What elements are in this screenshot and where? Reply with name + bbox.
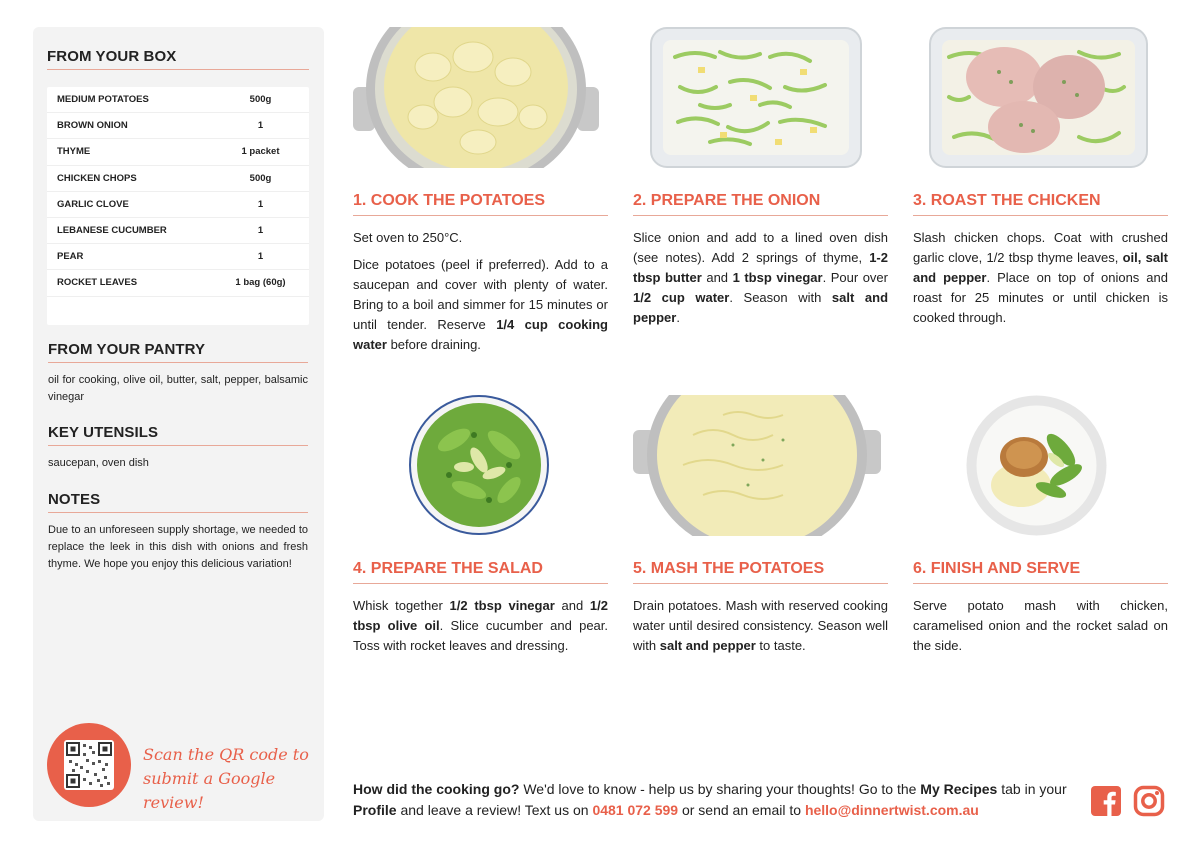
ingredient-row (47, 87, 309, 113)
ingredient-name: ROCKET LEAVES (57, 277, 138, 289)
step-paragraph (633, 228, 888, 328)
body-text: Slice onion and add to a lined oven dish (see notes). Add 2 springs of thyme, (633, 230, 888, 265)
step-4-body (353, 596, 608, 663)
step-6-title: 6. FINISH AND SERVE (913, 560, 1168, 584)
body-text: . Slice cucumber and pear. Toss with rocket leaves and dressing. (353, 618, 608, 653)
notes-text: Due to an unforeseen supply shortage, we needed to replace the leek in this dish with onions and fresh thyme. We hope you enjoy this delicious variation! (48, 524, 308, 570)
emphasis-text: 1 tbsp vinegar (732, 270, 823, 285)
step-5-title: 5. MASH THE POTATOES (633, 560, 888, 584)
step-3-image (929, 27, 1148, 168)
ingredient-name: LEBANESE CUCUMBER (57, 225, 167, 237)
emphasis-text: oil, salt and pepper (913, 250, 1168, 285)
body-text: . Pour over (822, 270, 888, 285)
body-text: Slash chicken chops. Coat with crushed garlic clove, 1/2 tbsp thyme leaves, (913, 230, 1168, 265)
pantry-text: oil for cooking, olive oil, butter, salt, pepper, balsamic vinegar (48, 374, 308, 403)
ingredient-name: CHICKEN CHOPS (57, 172, 137, 184)
step-paragraph (353, 255, 608, 355)
ingredient-name: PEAR (57, 251, 84, 263)
emphasis-text: 1/2 cup water (633, 290, 730, 305)
qr-code[interactable] (64, 740, 114, 790)
body-text: and leave a review! Text us on (396, 802, 593, 818)
ingredient-quantity: 1 packet (241, 146, 280, 158)
body-text: to taste. (755, 638, 806, 653)
ingredient-quantity: 1 bag (60g) (235, 277, 286, 289)
ingredient-quantity: 1 (257, 225, 264, 237)
emphasis-text: 1/2 tbsp vinegar (449, 598, 555, 613)
ingredient-name: THYME (57, 146, 91, 158)
step-3-title: 3. ROAST THE CHICKEN (913, 192, 1168, 216)
ingredient-name: MEDIUM POTATOES (57, 94, 149, 106)
utensils-section (48, 424, 308, 472)
body-text: before draining. (386, 337, 481, 352)
contact-link[interactable]: hello@dinnertwist.com.au (804, 802, 979, 818)
ingredient-row (47, 192, 309, 218)
ingredients-table (47, 87, 309, 325)
contact-link[interactable]: 0481 072 599 (592, 802, 679, 818)
step-2-image (650, 27, 862, 168)
ingredient-quantity: 1 (257, 120, 264, 132)
ingredient-quantity: 500g (249, 94, 272, 106)
ingredient-name: GARLIC CLOVE (57, 198, 129, 210)
emphasis-text: 1/2 tbsp olive oil (353, 598, 608, 633)
emphasis-text: salt and pepper (633, 290, 889, 325)
emphasis-text: Profile (353, 802, 397, 818)
ingredient-quantity: 500g (249, 172, 272, 184)
step-2-body (633, 228, 888, 335)
step-6-body (913, 596, 1168, 663)
ingredient-row (47, 166, 309, 192)
step-2-title: 2. PREPARE THE ONION (633, 192, 888, 216)
qr-badge (47, 723, 131, 807)
ingredient-quantity: 1 (257, 198, 264, 210)
emphasis-text: 1-2 tbsp butter (633, 250, 888, 285)
emphasis-text: My Recipes (920, 781, 998, 797)
body-text: Serve potato mash with chicken, caramelised onion and the rocket salad on the side. (913, 598, 1168, 653)
from-your-box-heading: FROM YOUR BOX (47, 48, 309, 70)
ingredient-name: BROWN ONION (57, 120, 128, 132)
ingredient-row (47, 270, 309, 296)
body-text: . Season with (729, 290, 832, 305)
emphasis-text: How did the cooking go? (353, 781, 520, 797)
feedback-footer (353, 779, 1073, 821)
body-text: or send an email to (678, 802, 805, 818)
notes-heading: NOTES (48, 491, 308, 513)
body-text: tab in your (997, 781, 1067, 797)
ingredients-sidebar (33, 27, 324, 821)
ingredient-row (47, 218, 309, 244)
step-paragraph (913, 596, 1168, 656)
ingredient-quantity: 1 (257, 251, 264, 263)
emphasis-text: salt and pepper (659, 638, 756, 653)
step-paragraph (353, 596, 608, 656)
pantry-heading: FROM YOUR PANTRY (48, 341, 308, 363)
body-text: Whisk together (353, 598, 450, 613)
step-4-image (409, 395, 549, 535)
step-5-body (633, 596, 888, 663)
body-text: Drain potatoes. Mash with reserved cooking water until desired consistency. Season well with (633, 598, 888, 653)
step-1-title: 1. COOK THE POTATOES (353, 192, 608, 216)
body-text: Set oven to 250°C. (353, 230, 463, 245)
step-3-body (913, 228, 1168, 335)
step-1-body (353, 228, 608, 362)
step-paragraph (913, 228, 1168, 328)
ingredient-row (47, 244, 309, 270)
notes-section (48, 491, 308, 573)
body-text: and (554, 598, 590, 613)
qr-review-text: Scan the QR code to submit a Google review! (143, 745, 309, 812)
instagram-icon[interactable] (1133, 785, 1165, 817)
body-text: . Place on top of onions and roast for 25 minutes or until chicken is cooked through. (913, 270, 1168, 325)
ingredient-row (47, 113, 309, 139)
step-paragraph (353, 228, 608, 248)
step-paragraph (633, 596, 888, 656)
facebook-icon[interactable] (1090, 785, 1122, 817)
ingredient-row-empty (47, 297, 309, 325)
body-text: and (701, 270, 733, 285)
step-1-image (353, 27, 599, 168)
body-text: . (676, 310, 680, 325)
ingredient-row (47, 139, 309, 165)
step-6-image (966, 395, 1107, 536)
utensils-heading: KEY UTENSILS (48, 424, 308, 446)
utensils-text: saucepan, oven dish (48, 457, 149, 469)
step-5-image (633, 395, 881, 536)
body-text: We'd love to know - help us by sharing your thoughts! Go to the (519, 781, 921, 797)
step-4-title: 4. PREPARE THE SALAD (353, 560, 608, 584)
pantry-section (48, 341, 308, 406)
body-text: Dice potatoes (peel if preferred). Add to a saucepan and cover with plenty of water. Bring to a boil and simmer for 15 minutes or until tender. Reserve (353, 257, 608, 332)
emphasis-text: 1/4 cup cooking water (353, 317, 608, 352)
